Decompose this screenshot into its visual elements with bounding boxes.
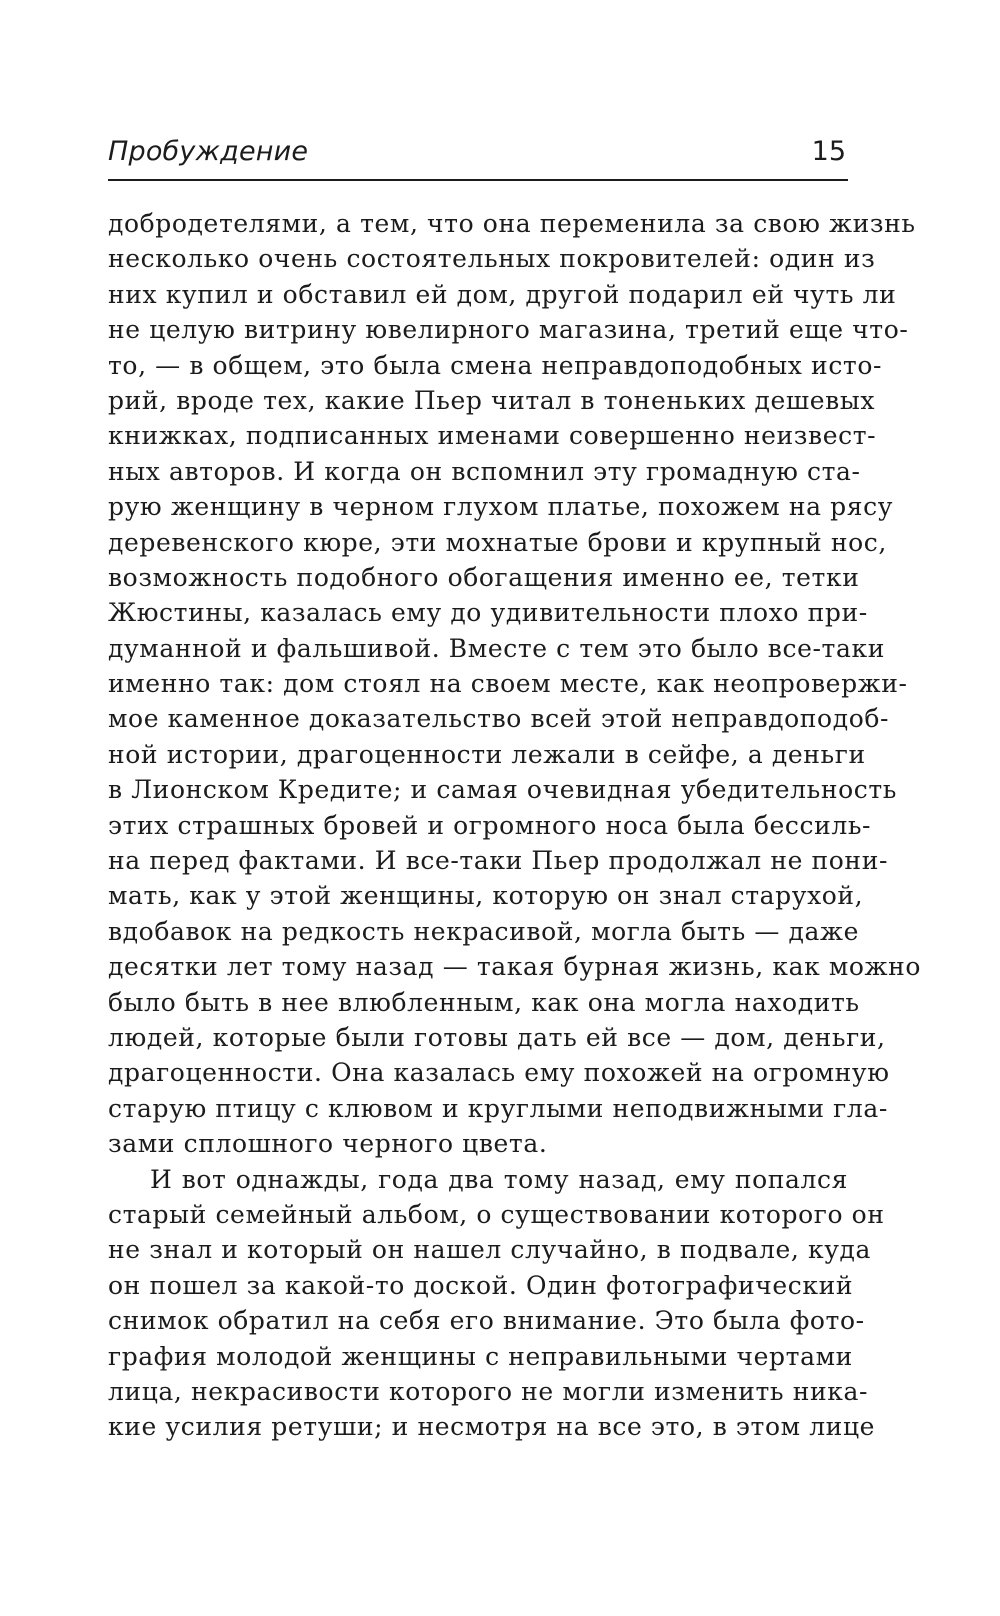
text-line: Жюстины, казалась ему до удивительности плохо при-	[108, 598, 868, 628]
text-line: вдобавок на редкость некрасивой, могла быть — даже	[108, 916, 859, 946]
text-line: в Лионском Кредите; и самая очевидная убедительность	[108, 775, 897, 805]
text-line: рую женщину в черном глухом платье, похожем на рясу	[108, 492, 894, 522]
text-line: ной истории, драгоценности лежали в сейфе, а деньги	[108, 739, 866, 769]
text-line: людей, которые были готовы дать ей все — дом, деньги,	[108, 1022, 886, 1052]
text-line: ных авторов. И когда он вспомнил эту громадную ста-	[108, 456, 861, 486]
text-line: несколько очень состоятельных покровителей: один из	[108, 244, 876, 274]
text-line: не целую витрину ювелирного магазина, третий еще что-	[108, 315, 909, 345]
text-line: графия молодой женщины с неправильными чертами	[108, 1341, 853, 1371]
text-line: И вот однажды, года два тому назад, ему попался	[150, 1164, 848, 1194]
text-line: лица, некрасивости которого не могли изменить ника-	[108, 1376, 868, 1406]
text-line: на перед фактами. И все-таки Пьер продолжал не пони-	[108, 846, 889, 876]
running-header	[108, 133, 848, 181]
text-line: он пошел за какой-то доской. Один фотографический	[108, 1270, 854, 1300]
text-line: именно так: дом стоял на своем месте, как неопровержи-	[108, 669, 908, 699]
text-line: кие усилия ретуши; и несмотря на все это, в этом лице	[108, 1412, 876, 1442]
body-text	[108, 206, 922, 1445]
text-line: деревенского кюре, эти мохнатые брови и крупный нос,	[108, 527, 887, 557]
text-line: этих страшных бровей и огромного носа была бессиль-	[108, 810, 872, 840]
text-line: рий, вроде тех, какие Пьер читал в тоненьких дешевых	[108, 385, 876, 415]
text-line: то, — в общем, это была смена неправдоподобных исто-	[108, 350, 883, 380]
text-line: снимок обратил на себя его внимание. Это была фото-	[108, 1306, 865, 1336]
page-number: 15	[811, 136, 846, 167]
text-line: не знал и который он нашел случайно, в подвале, куда	[108, 1235, 872, 1265]
text-line: зами сплошного черного цвета.	[108, 1129, 548, 1159]
chapter-title: Пробуждение	[108, 136, 309, 167]
text-line: возможность подобного обогащения именно ее, тетки	[108, 562, 860, 592]
paragraph-1	[108, 206, 922, 1162]
paragraph-2	[108, 1162, 885, 1445]
text-line: старый семейный альбом, о существовании которого он	[108, 1199, 885, 1229]
text-line: старую птицу с клювом и круглыми неподвижными гла-	[108, 1093, 888, 1123]
text-line: думанной и фальшивой. Вместе с тем это было все-таки	[108, 633, 885, 663]
text-line: них купил и обставил ей дом, другой подарил ей чуть ли	[108, 279, 897, 309]
text-line: мое каменное доказательство всей этой неправдоподоб-	[108, 704, 890, 734]
text-line: десятки лет тому назад — такая бурная жизнь, как можно	[108, 952, 922, 982]
text-line: мать, как у этой женщины, которую он знал старухой,	[108, 881, 864, 911]
text-line: драгоценности. Она казалась ему похожей на огромную	[108, 1058, 890, 1088]
text-line: добродетелями, а тем, что она переменила за свою жизнь	[108, 209, 916, 238]
text-line: было быть в нее влюбленным, как она могла находить	[108, 987, 860, 1017]
text-line: книжках, подписанных именами совершенно неизвест-	[108, 421, 877, 451]
